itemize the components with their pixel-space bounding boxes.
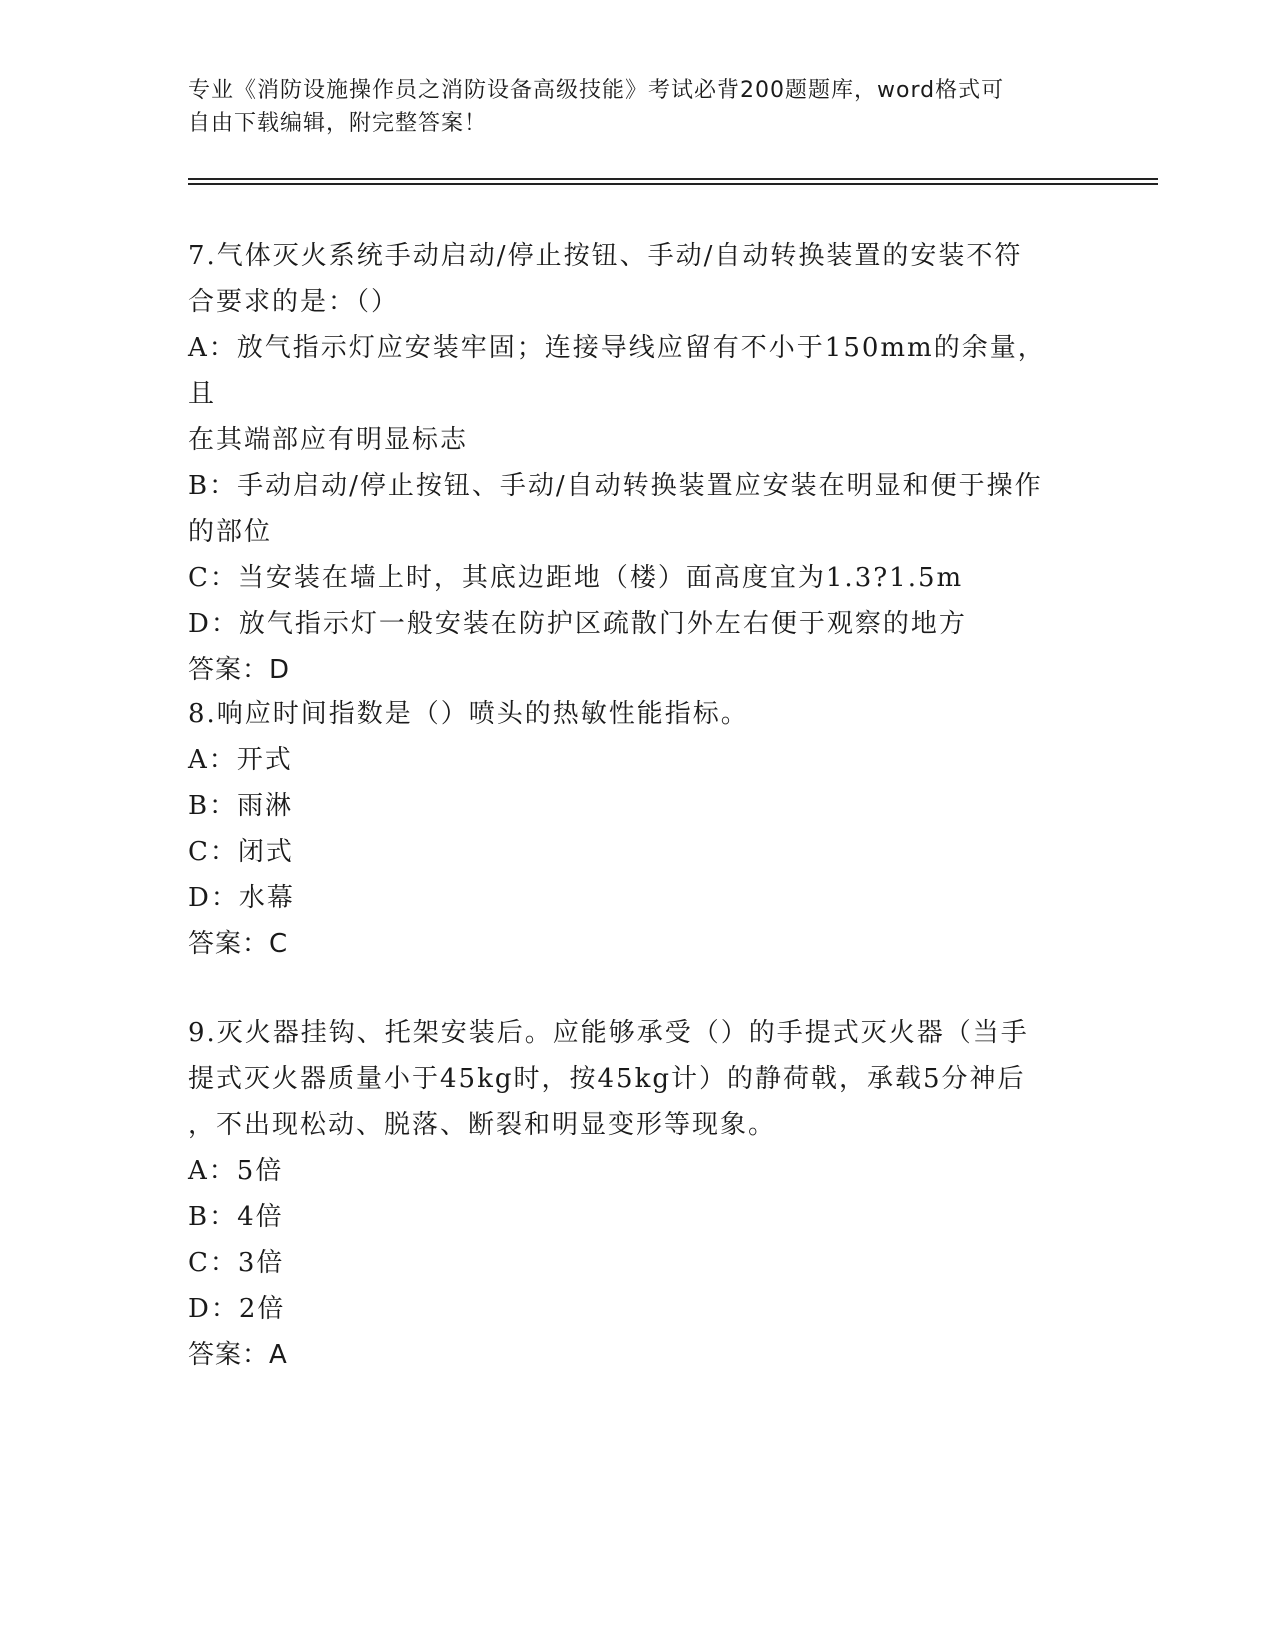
option-d: D：2倍 <box>188 1294 286 1324</box>
question-text-line: ，不出现松动、脱落、断裂和明显变形等现象。 <box>188 1110 777 1140</box>
header-divider-bottom <box>188 183 1158 185</box>
question-7 <box>188 233 1068 693</box>
question-9 <box>188 1010 1068 1378</box>
option-c: C：闭式 <box>188 837 294 867</box>
question-text-line: 提式灭火器质量小于45kg时，按45kg计）的静荷戟，承载5分神后 <box>188 1064 1026 1094</box>
option-b-line: 的部位 <box>188 517 273 547</box>
option-b-line: B：手动启动/停止按钮、手动/自动转换装置应安装在明显和便于操作 <box>188 471 1043 501</box>
option-c: C：当安装在墙上时，其底边距地（楼）面高度宜为1.3?1.5m <box>188 563 964 593</box>
option-c: C：3倍 <box>188 1248 285 1278</box>
option-b: B：雨淋 <box>188 791 294 821</box>
question-text-line: 合要求的是：（） <box>188 287 400 317</box>
question-text-line: 7.气体灭火系统手动启动/停止按钮、手动/自动转换装置的安装不符 <box>188 241 1023 271</box>
option-a-line: A：放气指示灯应安装牢固；连接导线应留有不小于150mm的余量，且 <box>188 333 1046 409</box>
question-text-line: 9.灭火器挂钩、托架安装后。应能够承受（）的手提式灭火器（当手 <box>188 1018 1029 1048</box>
question-text-line: 8.响应时间指数是（）喷头的热敏性能指标。 <box>188 699 749 729</box>
header-line-1: 专业《消防设施操作员之消防设备高级技能》考试必背200题题库，word格式可 <box>188 78 1005 103</box>
option-a: A：5倍 <box>188 1156 284 1186</box>
header-line-2: 自由下载编辑，附完整答案！ <box>188 111 488 136</box>
answer: 答案：A <box>188 1340 288 1370</box>
document-header <box>188 74 1068 140</box>
option-a: A：开式 <box>188 745 293 775</box>
answer: 答案：C <box>188 929 289 959</box>
question-8 <box>188 691 1068 967</box>
header-divider-top <box>188 178 1158 180</box>
option-b: B：4倍 <box>188 1202 284 1232</box>
option-a-line: 在其端部应有明显标志 <box>188 425 469 455</box>
option-d: D：放气指示灯一般安装在防护区疏散门外左右便于观察的地方 <box>188 609 967 639</box>
answer: 答案：D <box>188 655 291 685</box>
option-d: D：水幕 <box>188 883 295 913</box>
